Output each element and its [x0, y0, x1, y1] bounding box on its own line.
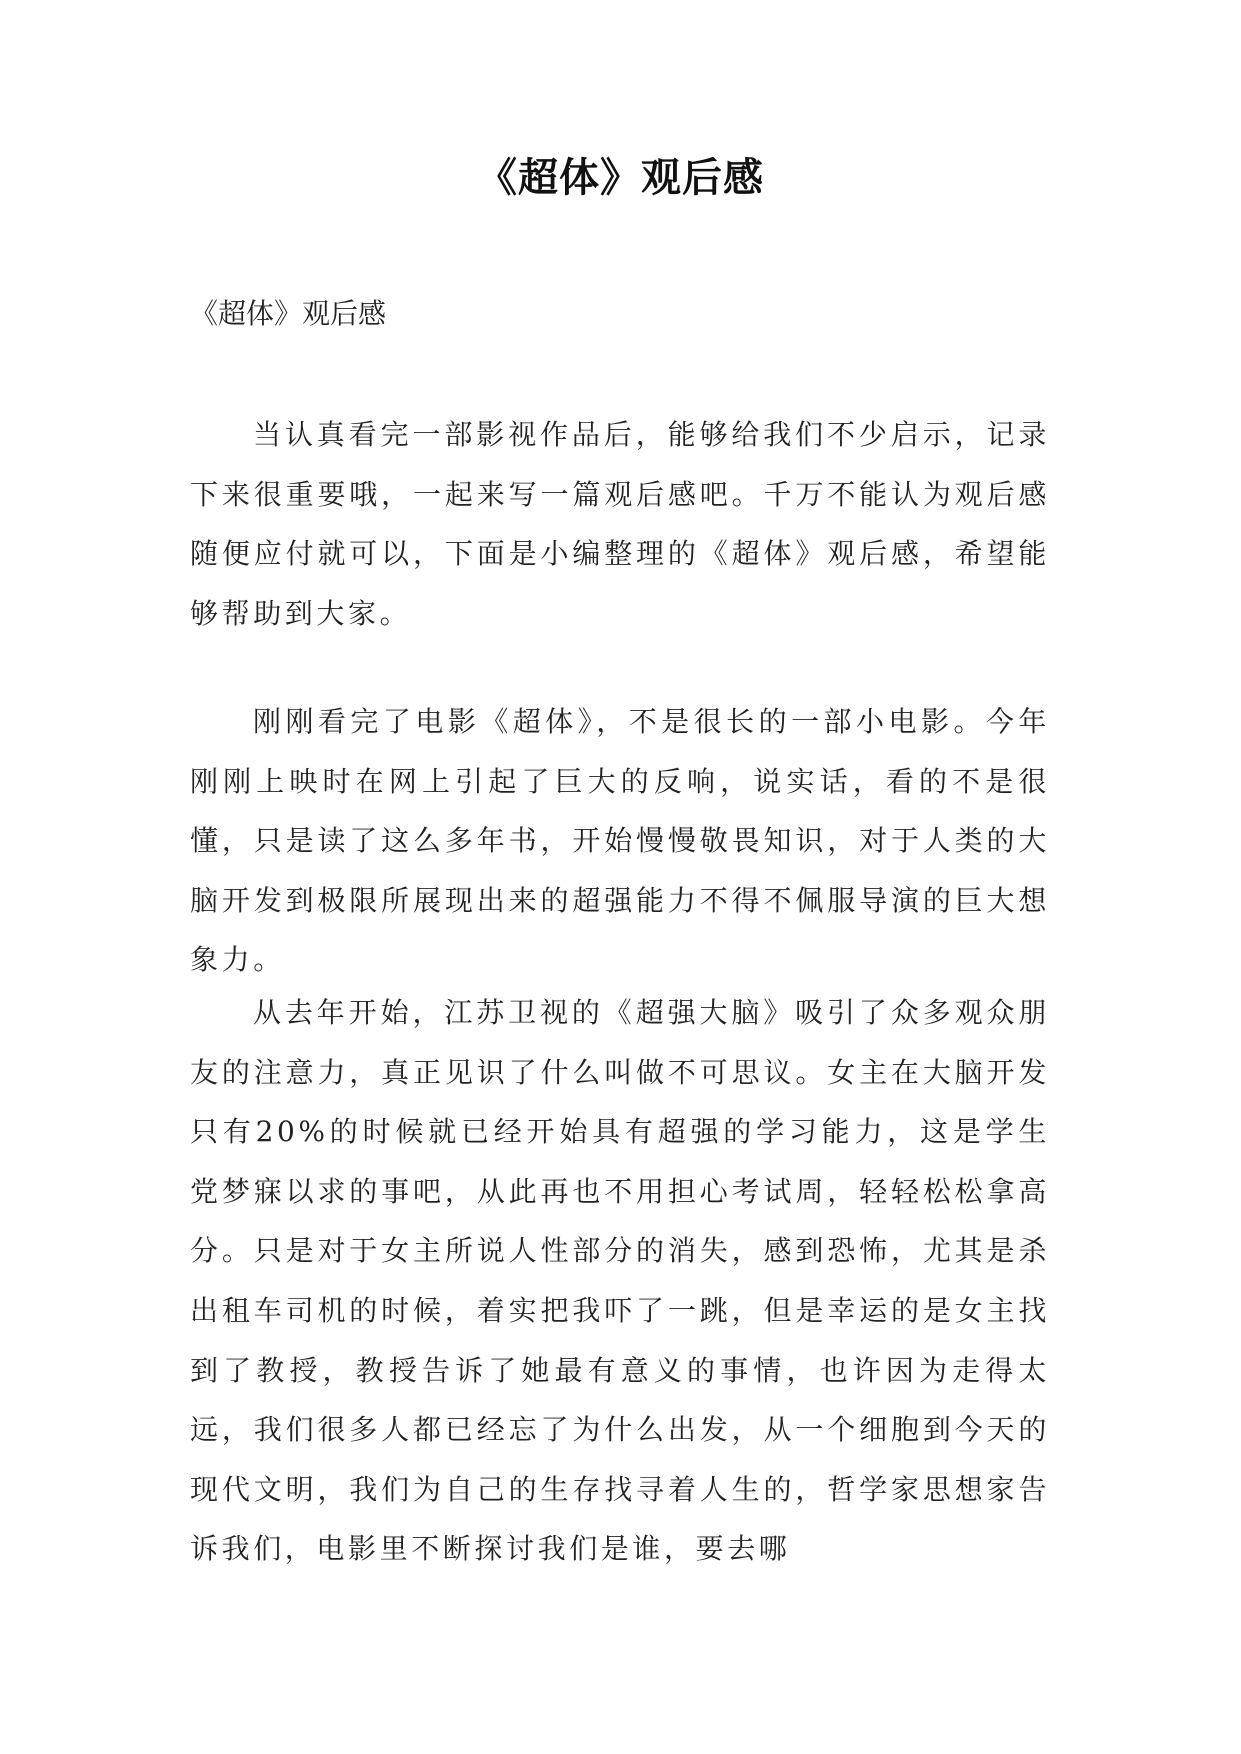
document-title: 《超体》观后感	[477, 155, 764, 201]
paragraph-body-1: 刚刚看完了电影《超体》，不是很长的一部小电影。今年刚刚上映时在网上引起了巨大的反响，说实话，看的不是很懂，只是读了这么多年书，开始慢慢敬畏知识，对于人类的大脑开发到极限所展现出来的超强能力不得不佩服导演的巨大想象力。	[190, 705, 1050, 977]
paragraph-intro: 当认真看完一部影视作品后，能够给我们不少启示，记录下来很重要哦，一起来写一篇观后感吧。千万不能认为观后感随便应付就可以，下面是小编整理的《超体》观后感，希望能够帮助到大家。	[190, 418, 1050, 630]
paragraph-body-2: 从去年开始，江苏卫视的《超强大脑》吸引了众多观众朋友的注意力，真正见识了什么叫做不可思议。女主在大脑开发只有20%的时候就已经开始具有超强的学习能力，这是学生党梦寐以求的事吧，从此再也不用担心考试周，轻轻松松拿高分。只是对于女主所说人性部分的消失，感到恐怖，尤其是杀出租车司机的时候，着实把我吓了一跳，但是幸运的是女主找到了教授，教授告诉了她最有意义的事情，也许因为走得太远，我们很多人都已经忘了为什么出发，从一个细胞到今天的现代文明，我们为自己的生存找寻着人生的，哲学家思想家告诉我们，电影里不断探讨我们是谁，要去哪	[190, 996, 1050, 1566]
document-subtitle: 《超体》观后感	[190, 297, 387, 330]
